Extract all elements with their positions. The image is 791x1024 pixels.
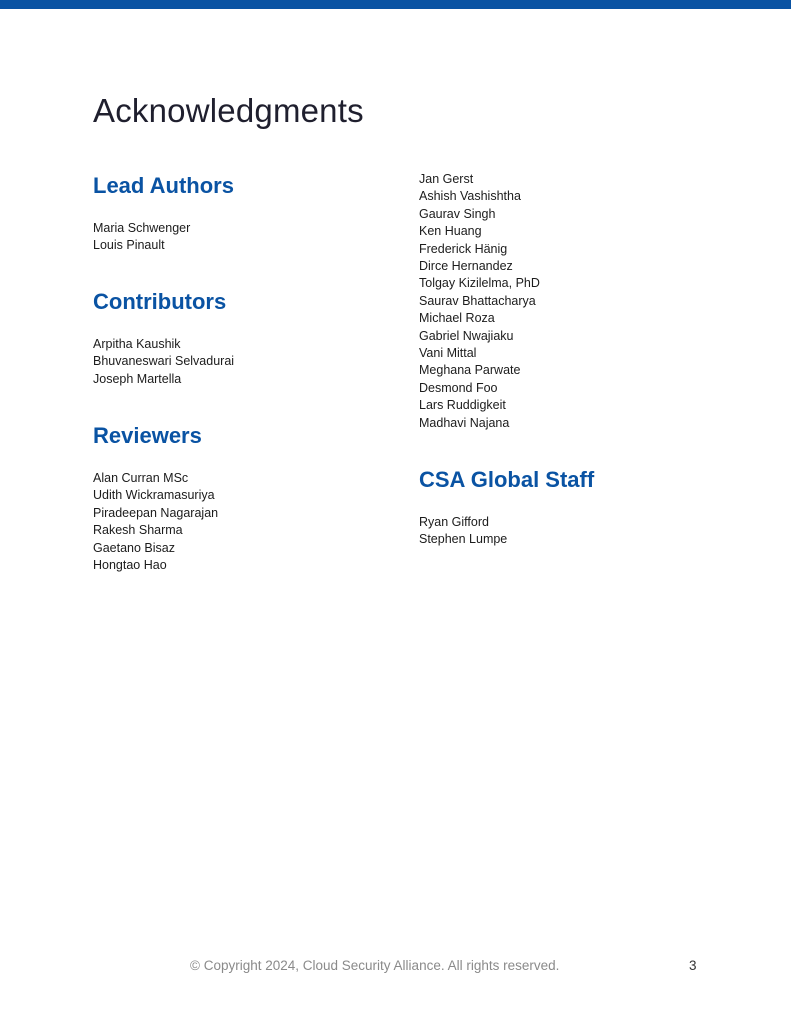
csa-staff-list bbox=[419, 514, 594, 549]
name-list-item: Michael Roza bbox=[419, 311, 495, 326]
name-list-item: Udith Wickramasuriya bbox=[93, 488, 215, 503]
name-list-item: Joseph Martella bbox=[93, 371, 182, 386]
csa-staff-heading: CSA Global Staff bbox=[419, 467, 595, 492]
name-list-item: Frederick Hänig bbox=[419, 241, 508, 256]
name-list-item: Ryan Gifford bbox=[419, 515, 489, 529]
name-list-item: Louis Pinault bbox=[93, 238, 165, 253]
name-list-item: Gaetano Bisaz bbox=[93, 540, 175, 555]
reviewers-heading: Reviewers bbox=[93, 423, 202, 448]
name-list-item: Lars Ruddigkeit bbox=[419, 398, 506, 413]
name-list-item: Maria Schwenger bbox=[93, 221, 191, 235]
name-list-item: Stephen Lumpe bbox=[419, 532, 508, 547]
name-list-item: Gaurav Singh bbox=[419, 206, 496, 221]
name-list-item: Ashish Vashishtha bbox=[419, 189, 521, 204]
lead-authors-heading: Lead Authors bbox=[93, 173, 234, 198]
lead-authors-section bbox=[93, 172, 234, 255]
name-list-item: Jan Gerst bbox=[419, 172, 474, 186]
reviewers-continued-section bbox=[419, 171, 540, 432]
name-list-item: Madhavi Najana bbox=[419, 415, 510, 430]
name-list-item: Meghana Parwate bbox=[419, 363, 521, 378]
name-list-item: Rakesh Sharma bbox=[93, 523, 183, 538]
name-list-item: Desmond Foo bbox=[419, 380, 498, 395]
reviewers-list bbox=[93, 470, 218, 574]
name-list-item: Tolgay Kizilelma, PhD bbox=[419, 276, 540, 291]
name-list-item: Gabriel Nwajiaku bbox=[419, 328, 514, 343]
name-list-item: Bhuvaneswari Selvadurai bbox=[93, 354, 235, 369]
contributors-section bbox=[93, 288, 234, 388]
name-list-item: Vani Mittal bbox=[419, 346, 477, 361]
name-list-item: Alan Curran MSc bbox=[93, 471, 189, 485]
name-list-item: Dirce Hernandez bbox=[419, 259, 513, 274]
footer-copyright: © Copyright 2024, Cloud Security Alliance. All rights reserved. bbox=[190, 958, 560, 973]
top-accent-bar bbox=[0, 0, 791, 9]
name-list-item: Arpitha Kaushik bbox=[93, 337, 181, 351]
name-list-item: Piradeepan Nagarajan bbox=[93, 505, 219, 520]
csa-staff-section bbox=[419, 466, 594, 549]
name-list-item: Saurav Bhattacharya bbox=[419, 293, 536, 308]
lead-authors-list bbox=[93, 220, 234, 255]
contributors-list bbox=[93, 336, 234, 388]
name-list-item: Ken Huang bbox=[419, 224, 482, 239]
contributors-heading: Contributors bbox=[93, 289, 227, 314]
page-title: Acknowledgments bbox=[93, 92, 364, 129]
footer-page-number: 3 bbox=[689, 958, 697, 973]
reviewers-section bbox=[93, 422, 218, 574]
name-list-item: Hongtao Hao bbox=[93, 558, 167, 573]
reviewers-continued-list bbox=[419, 171, 540, 432]
